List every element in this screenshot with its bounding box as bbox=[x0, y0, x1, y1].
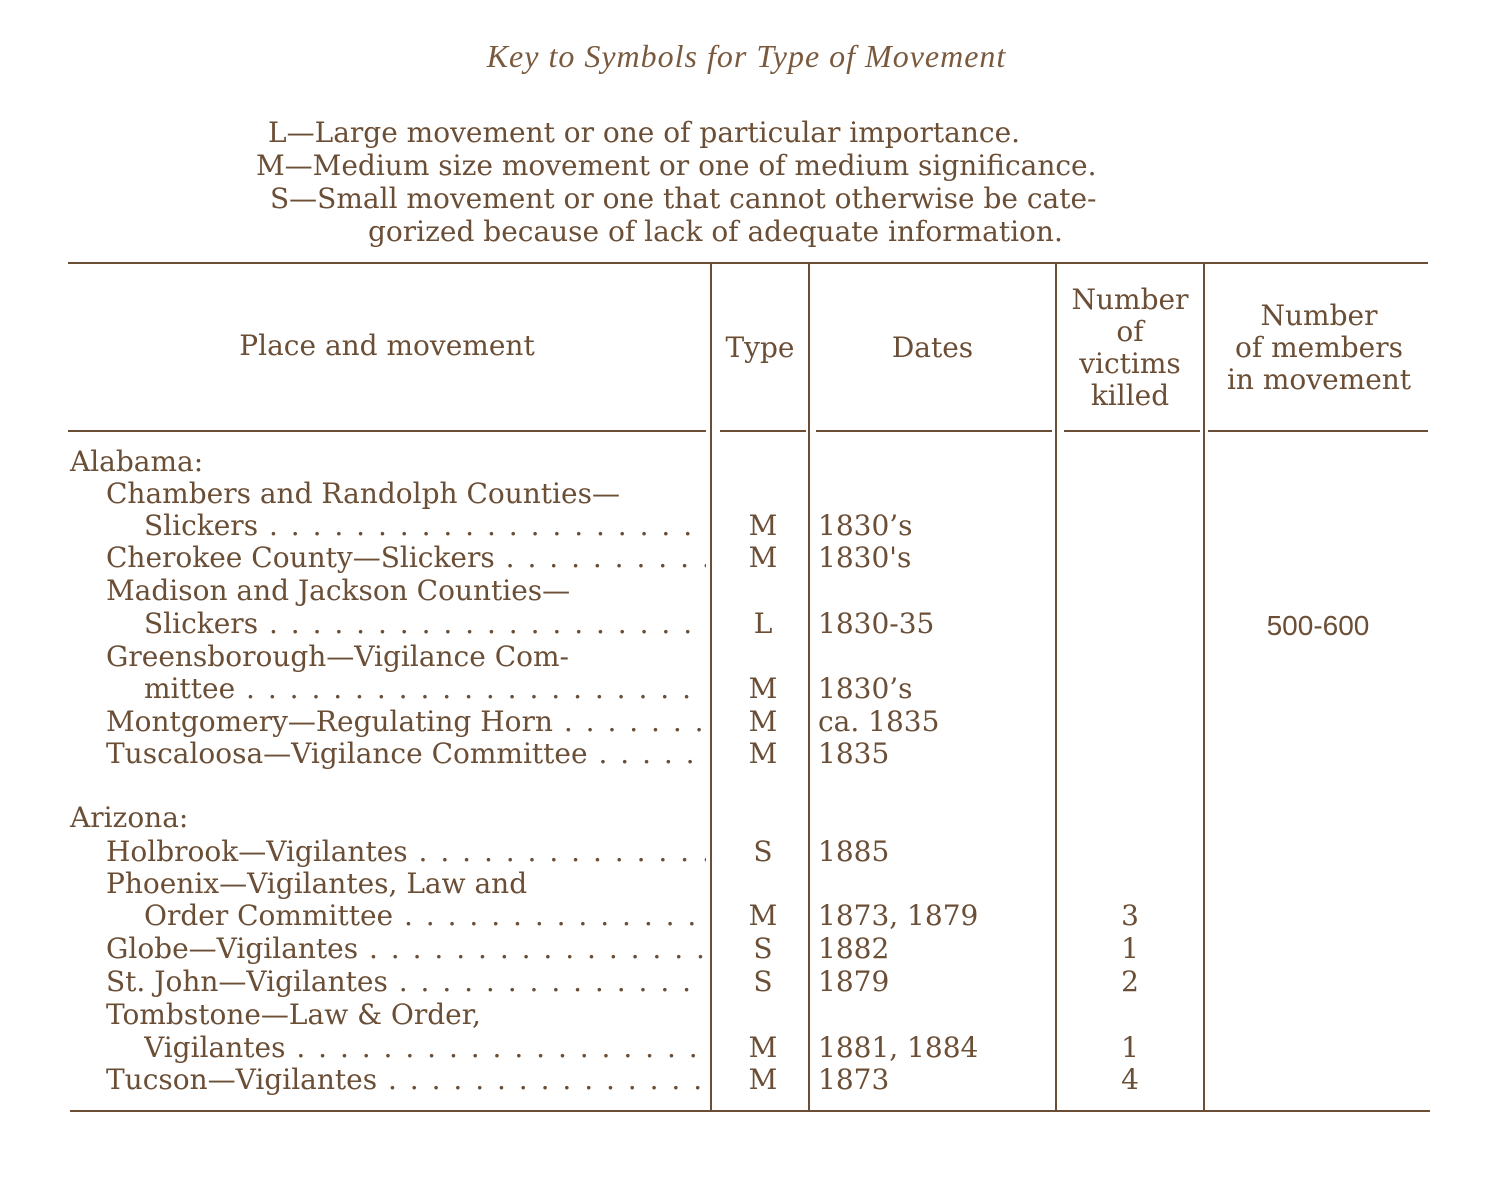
header-members-line1: Number bbox=[1260, 299, 1378, 332]
header-rule-dates bbox=[816, 430, 1052, 432]
type-holbrook: S bbox=[753, 835, 773, 868]
header-killed-line2: of bbox=[1116, 315, 1144, 348]
date-tucson: 1873 bbox=[818, 1063, 890, 1096]
type-madison-jackson: L bbox=[753, 607, 773, 640]
date-phoenix: 1873, 1879 bbox=[818, 899, 979, 932]
header-rule-killed bbox=[1064, 430, 1200, 432]
header-dates: Dates bbox=[891, 331, 974, 364]
type-chambers-randolph: M bbox=[748, 509, 778, 542]
key-line-large: L—Large movement or one of particular importance. bbox=[268, 116, 1021, 149]
place-chambers-randolph-cont: Slickers . . . bbox=[144, 510, 706, 542]
header-rule-type bbox=[720, 430, 806, 432]
place-tombstone: Tombstone—Law & Order, bbox=[106, 998, 481, 1031]
header-type: Type bbox=[725, 331, 795, 364]
place-tuscaloosa: Tuscaloosa—Vigilance Committee . . . bbox=[106, 738, 706, 770]
state-arizona: Arizona: bbox=[70, 801, 189, 834]
column-divider-1 bbox=[710, 264, 712, 1110]
type-cherokee: M bbox=[748, 541, 778, 574]
date-chambers-randolph: 1830’s bbox=[818, 509, 913, 542]
header-rule-members bbox=[1208, 430, 1428, 432]
place-phoenix: Phoenix—Vigilantes, Law and bbox=[106, 867, 528, 900]
column-divider-2 bbox=[808, 264, 810, 1110]
type-montgomery: M bbox=[748, 705, 778, 738]
key-legend bbox=[250, 116, 1250, 248]
header-killed bbox=[1057, 284, 1203, 412]
place-montgomery: Montgomery—Regulating Horn . . . bbox=[106, 706, 706, 738]
place-madison-jackson-cont: Slickers . . . bbox=[144, 608, 706, 640]
date-tombstone: 1881, 1884 bbox=[818, 1031, 979, 1064]
key-line-small-continued: gorized because of lack of adequate information. bbox=[368, 215, 1063, 248]
place-madison-jackson: Madison and Jackson Counties— bbox=[106, 574, 571, 607]
place-holbrook: Holbrook—Vigilantes . . . bbox=[106, 836, 706, 868]
date-globe: 1882 bbox=[818, 932, 890, 965]
header-rule-place bbox=[68, 430, 706, 432]
date-holbrook: 1885 bbox=[818, 835, 890, 868]
place-greensborough-cont: mittee . . . bbox=[144, 673, 706, 705]
header-killed-line3: victims bbox=[1079, 347, 1181, 380]
place-tucson: Tucson—Vigilantes . . . bbox=[106, 1064, 706, 1096]
key-line-small: S—Small movement or one that cannot otherwise be cate- bbox=[270, 182, 1097, 215]
type-tombstone: M bbox=[748, 1031, 778, 1064]
type-tuscaloosa: M bbox=[748, 737, 778, 770]
killed-tucson: 4 bbox=[1121, 1063, 1139, 1096]
place-st-john: St. John—Vigilantes . . . bbox=[106, 966, 706, 998]
header-killed-line1: Number bbox=[1071, 283, 1189, 316]
table-bottom-rule bbox=[70, 1110, 1430, 1112]
type-greensborough: M bbox=[748, 672, 778, 705]
header-members bbox=[1205, 300, 1433, 396]
date-tuscaloosa: 1835 bbox=[818, 737, 890, 770]
type-st-john: S bbox=[753, 965, 773, 998]
killed-phoenix: 3 bbox=[1121, 899, 1139, 932]
date-montgomery: ca. 1835 bbox=[818, 705, 940, 738]
state-alabama: Alabama: bbox=[70, 445, 204, 478]
type-phoenix: M bbox=[748, 899, 778, 932]
place-greensborough: Greensborough—Vigilance Com- bbox=[106, 640, 569, 673]
header-members-line3: in movement bbox=[1226, 363, 1412, 396]
killed-tombstone: 1 bbox=[1121, 1031, 1139, 1064]
date-greensborough: 1830’s bbox=[818, 672, 913, 705]
place-tombstone-cont: Vigilantes . . . bbox=[144, 1032, 706, 1064]
header-place: Place and movement bbox=[239, 329, 535, 362]
killed-globe: 1 bbox=[1121, 932, 1139, 965]
type-tucson: M bbox=[748, 1063, 778, 1096]
key-title: Key to Symbols for Type of Movement bbox=[486, 38, 1007, 74]
place-phoenix-cont: Order Committee . . . bbox=[144, 900, 706, 932]
date-cherokee: 1830's bbox=[818, 541, 912, 574]
place-chambers-randolph: Chambers and Randolph Counties— bbox=[106, 477, 620, 510]
members-madison-jackson: 500-600 bbox=[1266, 610, 1370, 641]
place-cherokee: Cherokee County—Slickers . . . bbox=[106, 542, 706, 574]
type-globe: S bbox=[753, 932, 773, 965]
header-members-line2: of members bbox=[1234, 331, 1404, 364]
header-killed-line4: killed bbox=[1090, 379, 1170, 412]
killed-st-john: 2 bbox=[1121, 965, 1139, 998]
place-globe: Globe—Vigilantes . . . bbox=[106, 933, 706, 965]
key-line-medium: M—Medium size movement or one of medium significance. bbox=[256, 149, 1097, 182]
table-top-rule bbox=[68, 262, 1428, 264]
date-madison-jackson: 1830-35 bbox=[818, 607, 935, 640]
date-st-john: 1879 bbox=[818, 965, 890, 998]
